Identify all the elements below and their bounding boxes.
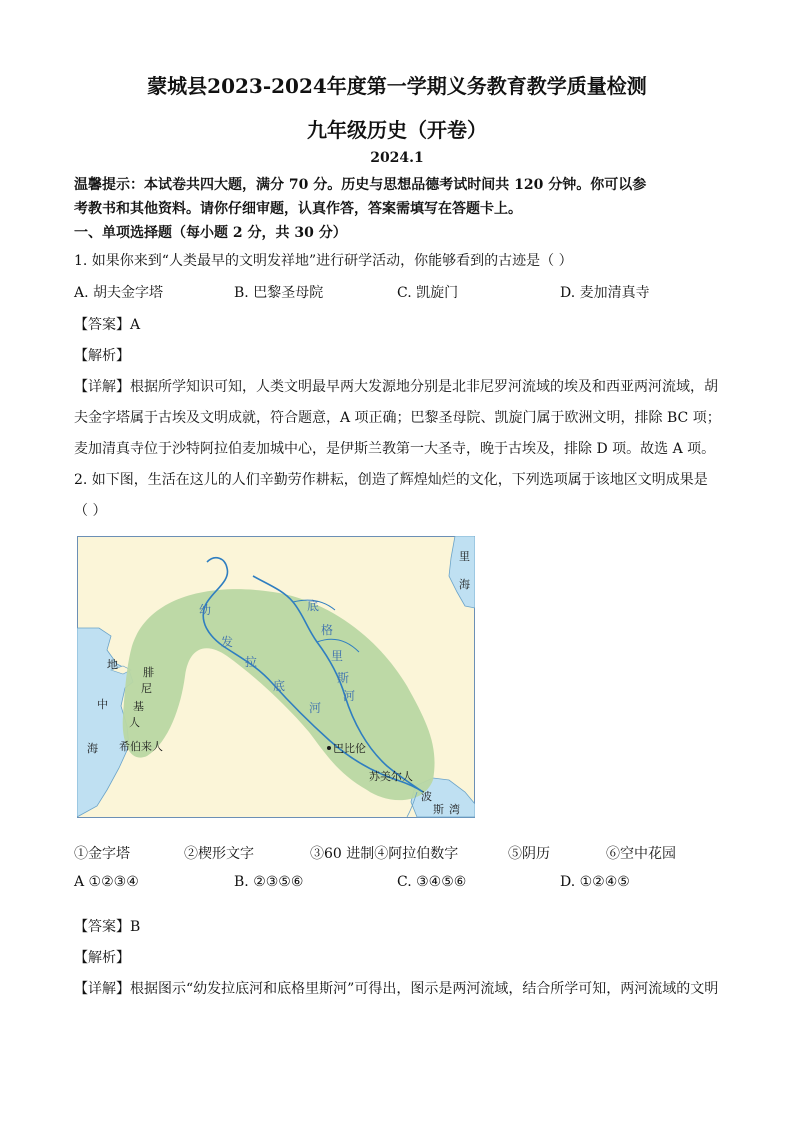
section-heading: 一、单项选择题（每小题 2 分，共 30 分） [74,225,347,241]
two-rivers-map [77,536,475,818]
q1-stem: 1. 如果你来到“人类最早的文明发祥地”进行研学活动，你能够看到的古迹是（ ） [74,253,573,269]
q2-analysis-label: 【解析】 [74,950,130,966]
q1-detail-line-3: 麦加清真寺位于沙特阿拉伯麦加城中心，是伊斯兰教第一大圣寺，晚于古埃及，排除 D 项。故选 A 项。 [74,441,716,457]
tigris-label-3: 里 [331,649,344,663]
q2-option-b: B. ②③⑤⑥ [234,874,304,890]
euphrates-label-2: 发 [221,635,234,649]
sea-top-label-2: 海 [459,578,470,591]
q2-stem-line-2: （ ） [74,503,107,519]
phoenicians-label-4: 人 [129,716,140,729]
q2-option-d: D. ①②④⑤ [560,874,630,890]
notice-line-2: 考教书和其他资料。请你仔细审题，认真作答，答案需填写在答题卡上。 [74,201,522,217]
exam-subtitle: 九年级历史（开卷） [307,118,487,142]
q1-detail-line-1: 【详解】根据所学知识可知，人类文明最早两大发源地分别是北非尼罗河流域的埃及和西亚两河流域，胡 [74,379,718,395]
sumerians-label: 苏美尔人 [369,770,413,783]
babylon-marker [327,746,331,750]
hebrews-label: 希伯来人 [119,740,163,753]
exam-title: 蒙城县2023-2024年度第一学期义务教育教学质量检测 [147,74,647,98]
euphrates-label-3: 拉 [245,655,258,669]
sea-left-label-1: 地 [107,658,118,671]
sea-top-label-1: 里 [459,550,470,563]
notice-line-1: 温馨提示：本试卷共四大题，满分 70 分。历史与思想品德考试时间共 120 分钟。你可以参 [74,177,647,193]
gulf-label-2: 斯 [433,803,444,816]
q1-option-a: A. 胡夫金字塔 [74,285,164,301]
tigris-label-2: 格 [321,623,334,637]
tigris-label-5: 河 [343,689,356,703]
gulf-label-1: 波 [421,790,432,803]
q2-answer: 【答案】B [74,919,141,935]
q1-analysis-label: 【解析】 [74,348,130,364]
q2-item-3-4: ③60 进制④阿拉伯数字 [310,846,459,862]
euphrates-label-4: 底 [273,679,286,693]
q2-stem-line-1: 2. 如下图，生活在这儿的人们辛勤劳作耕耘，创造了辉煌灿烂的文化，下列选项属于该地区文明成果是 [74,472,708,488]
euphrates-label-5: 河 [309,701,322,715]
q2-item-1: ①金字塔 [74,846,130,862]
q2-detail-line-1: 【详解】根据图示“幼发拉底河和底格里斯河”可得出，图示是两河流域，结合所学可知，两河流域的文明 [74,981,719,997]
q1-option-b: B. 巴黎圣母院 [234,285,324,301]
euphrates-label-1: 幼 [199,603,212,617]
exam-date: 2024.1 [370,150,424,166]
sea-left-label-3: 海 [87,742,98,755]
q2-option-c: C. ③④⑤⑥ [397,874,467,890]
q2-item-6: ⑥空中花园 [606,846,676,862]
tigris-label-4: 斯 [337,671,350,685]
gulf-label-3: 湾 [449,803,460,816]
phoenicians-label-1: 腓 [143,666,154,679]
phoenicians-label-3: 基 [133,700,144,713]
q2-item-2: ②楔形文字 [184,846,254,862]
q2-item-5: ⑤阴历 [508,846,550,862]
q1-option-c: C. 凯旋门 [397,285,459,301]
phoenicians-label-2: 尼 [141,682,152,695]
tigris-label-1: 底 [307,599,320,613]
q1-answer: 【答案】A [74,317,141,333]
sea-left-label-2: 中 [97,698,108,711]
q1-detail-line-2: 夫金字塔属于古埃及文明成就，符合题意，A 项正确；巴黎圣母院、凯旋门属于欧洲文明，排除 BC 项； [74,410,721,426]
q1-option-d: D. 麦加清真寺 [560,285,650,301]
q2-option-a: A ①②③④ [74,874,139,890]
babylon-label: 巴比伦 [333,742,366,755]
